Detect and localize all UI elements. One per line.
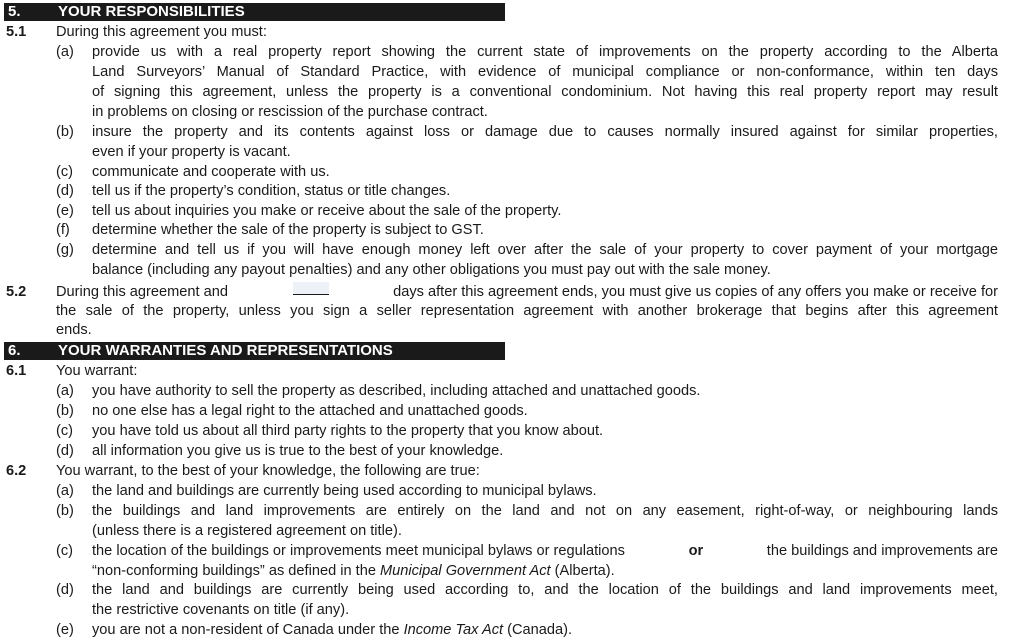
clause-6-2-b-label: (b) (56, 503, 74, 519)
section-6-title: YOUR WARRANTIES AND REPRESENTATIONS (58, 342, 393, 359)
clause-5-1-e-text: tell us about inquiries you make or receive about the sale of the property. (92, 203, 562, 219)
clause-5-2-line-3: ends. (56, 322, 92, 338)
clause-5-1-f-label: (f) (56, 222, 70, 238)
clause-6-2-e-text-2: (Canada). (507, 622, 573, 638)
clause-5-1-d-text: tell us if the property’s condition, status or title changes. (92, 183, 451, 199)
clause-6-2-c-text-3: “non-conforming buildings” as defined in the (92, 563, 376, 579)
clause-6-2-d-label: (d) (56, 582, 74, 598)
clause-6-1-d-label: (d) (56, 443, 74, 459)
clause-5-1-a-line-3: of signing this agreement, unless the property is a conventional condominium. Not having this real property report may result (92, 84, 998, 100)
clause-6-2-intro: You warrant, to the best of your knowledge, the following are true: (56, 463, 480, 479)
section-5-header (4, 3, 505, 21)
clause-5-1-c-label: (c) (56, 164, 74, 180)
clause-5-1-number: 5.1 (6, 24, 27, 40)
clause-6-2-d-line-1: the land and buildings are currently being used according to, and the location of the buildings and land improvements meet, (92, 582, 998, 598)
clause-5-1-c-text: communicate and cooperate with us. (92, 164, 330, 180)
clause-5-1-intro: During this agreement you must: (56, 24, 267, 40)
clause-6-2-e-text-1: you are not a non-resident of Canada under the (92, 622, 400, 638)
clause-6-2-number: 6.2 (6, 463, 27, 479)
clause-6-2-e-label: (e) (56, 622, 74, 638)
clause-5-2-number: 5.2 (6, 284, 27, 300)
clause-5-1-b-label: (b) (56, 124, 74, 140)
clause-6-1-d-text: all information you give us is true to the best of your knowledge. (92, 443, 504, 459)
clause-6-1-b-text: no one else has a legal right to the attached and unattached goods. (92, 403, 528, 419)
section-5-number: 5. (8, 3, 21, 20)
clause-5-1-d-label: (d) (56, 183, 74, 199)
clause-5-1-b-line-2: even if your property is vacant. (92, 144, 291, 160)
clause-6-2-a-text: the land and buildings are currently being used according to municipal bylaws. (92, 483, 597, 499)
clause-6-2-b-line-1: the buildings and land improvements are entirely on the land and not on any easement, right-of-way, or neighbouring lands (92, 503, 998, 519)
clause-6-2-c-line-2 (92, 561, 615, 581)
days-blank-field[interactable] (293, 282, 329, 295)
section-5-title: YOUR RESPONSIBILITIES (58, 3, 245, 20)
clause-6-1-intro: You warrant: (56, 363, 138, 379)
section-6-header (4, 342, 505, 360)
clause-5-1-a-line-4: in problems on closing or rescission of the purchase contract. (92, 104, 488, 120)
clause-6-1-c-text: you have told us about all third party rights to the property that you know about. (92, 423, 604, 439)
clause-6-2-e-line (92, 620, 572, 640)
section-6-number: 6. (8, 342, 21, 359)
clause-6-2-a-label: (a) (56, 483, 74, 499)
clause-6-2-c-label: (c) (56, 543, 74, 559)
clause-5-1-a-line-1: provide us with a real property report showing the current state of improvements on the property according to the Alberta (92, 44, 998, 60)
clause-6-1-a-label: (a) (56, 383, 74, 399)
clause-5-2-line-1 (56, 282, 998, 302)
clause-5-1-b-line-1: insure the property and its contents against loss or damage due to causes normally insured against for similar properties, (92, 124, 998, 140)
clause-6-1-c-label: (c) (56, 423, 74, 439)
clause-5-1-g-label: (g) (56, 242, 74, 258)
clause-5-1-a-line-2: Land Surveyors’ Manual of Standard Practice, with evidence of municipal compliance or non-conformance, within ten days (92, 64, 998, 80)
act-name-income-tax: Income Tax Act (403, 622, 504, 638)
clause-5-2-line-2: the sale of the property, unless you sign a seller representation agreement with another brokerage that begins after this agreement (56, 303, 998, 319)
clause-6-1-number: 6.1 (6, 363, 27, 379)
clause-5-2-text-after-blank: days after this agreement ends, you must give us copies of any offers you make or receive for (393, 284, 998, 300)
clause-6-1-b-label: (b) (56, 403, 74, 419)
clause-6-2-c-bold-or: or (688, 543, 704, 559)
clause-6-1-a-text: you have authority to sell the property as described, including attached and unattached goods. (92, 383, 701, 399)
clause-5-1-f-text: determine whether the sale of the property is subject to GST. (92, 222, 484, 238)
clause-6-2-c-text-1: the location of the buildings or improvements meet municipal bylaws or regulations (92, 543, 625, 559)
clause-5-2-text-before-blank: During this agreement and (56, 284, 228, 300)
clause-6-2-c-text-2: the buildings and improvements are (766, 543, 998, 559)
clause-6-2-c-line-1 (92, 541, 998, 561)
clause-6-2-c-text-4: (Alberta). (554, 563, 615, 579)
clause-5-1-g-line-2: balance (including any payout penalties) and any other obligations you must pay out with the sale money. (92, 262, 771, 278)
clause-5-1-g-line-1: determine and tell us if you will have enough money left over after the sale of your property to cover payment of your mortgage (92, 242, 998, 258)
clause-5-1-a-label: (a) (56, 44, 74, 60)
clause-6-2-d-line-2: the restrictive covenants on title (if any). (92, 602, 350, 618)
act-name-municipal-government: Municipal Government Act (380, 563, 551, 579)
clause-5-1-e-label: (e) (56, 203, 74, 219)
clause-6-2-b-line-2: (unless there is a registered agreement on title). (92, 523, 402, 539)
